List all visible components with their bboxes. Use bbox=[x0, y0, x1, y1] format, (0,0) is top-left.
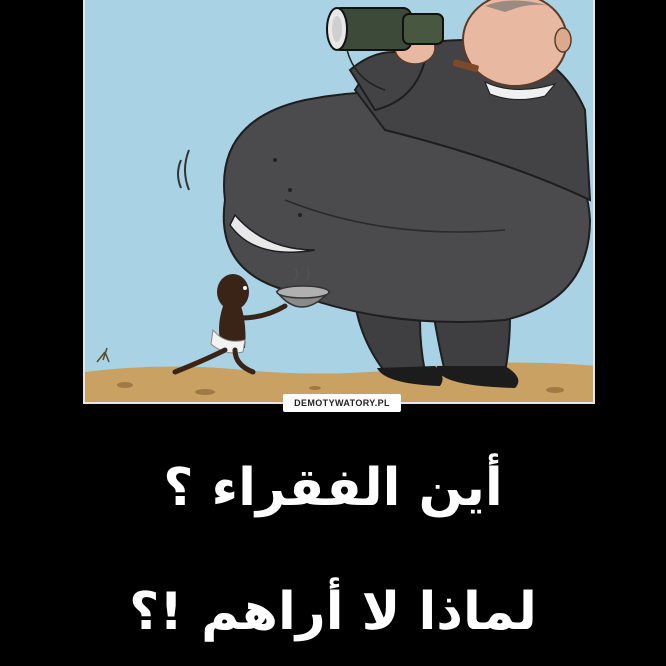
watermark-text: DEMOTYWATORY.PL bbox=[294, 398, 390, 408]
cartoon-illustration bbox=[85, 0, 595, 404]
watermark-badge bbox=[283, 394, 401, 412]
cartoon-frame bbox=[83, 0, 595, 404]
caption-line-2: لماذا لا أراهم !؟ bbox=[129, 582, 537, 642]
caption-line-1: أين الفقراء ؟ bbox=[163, 458, 503, 518]
